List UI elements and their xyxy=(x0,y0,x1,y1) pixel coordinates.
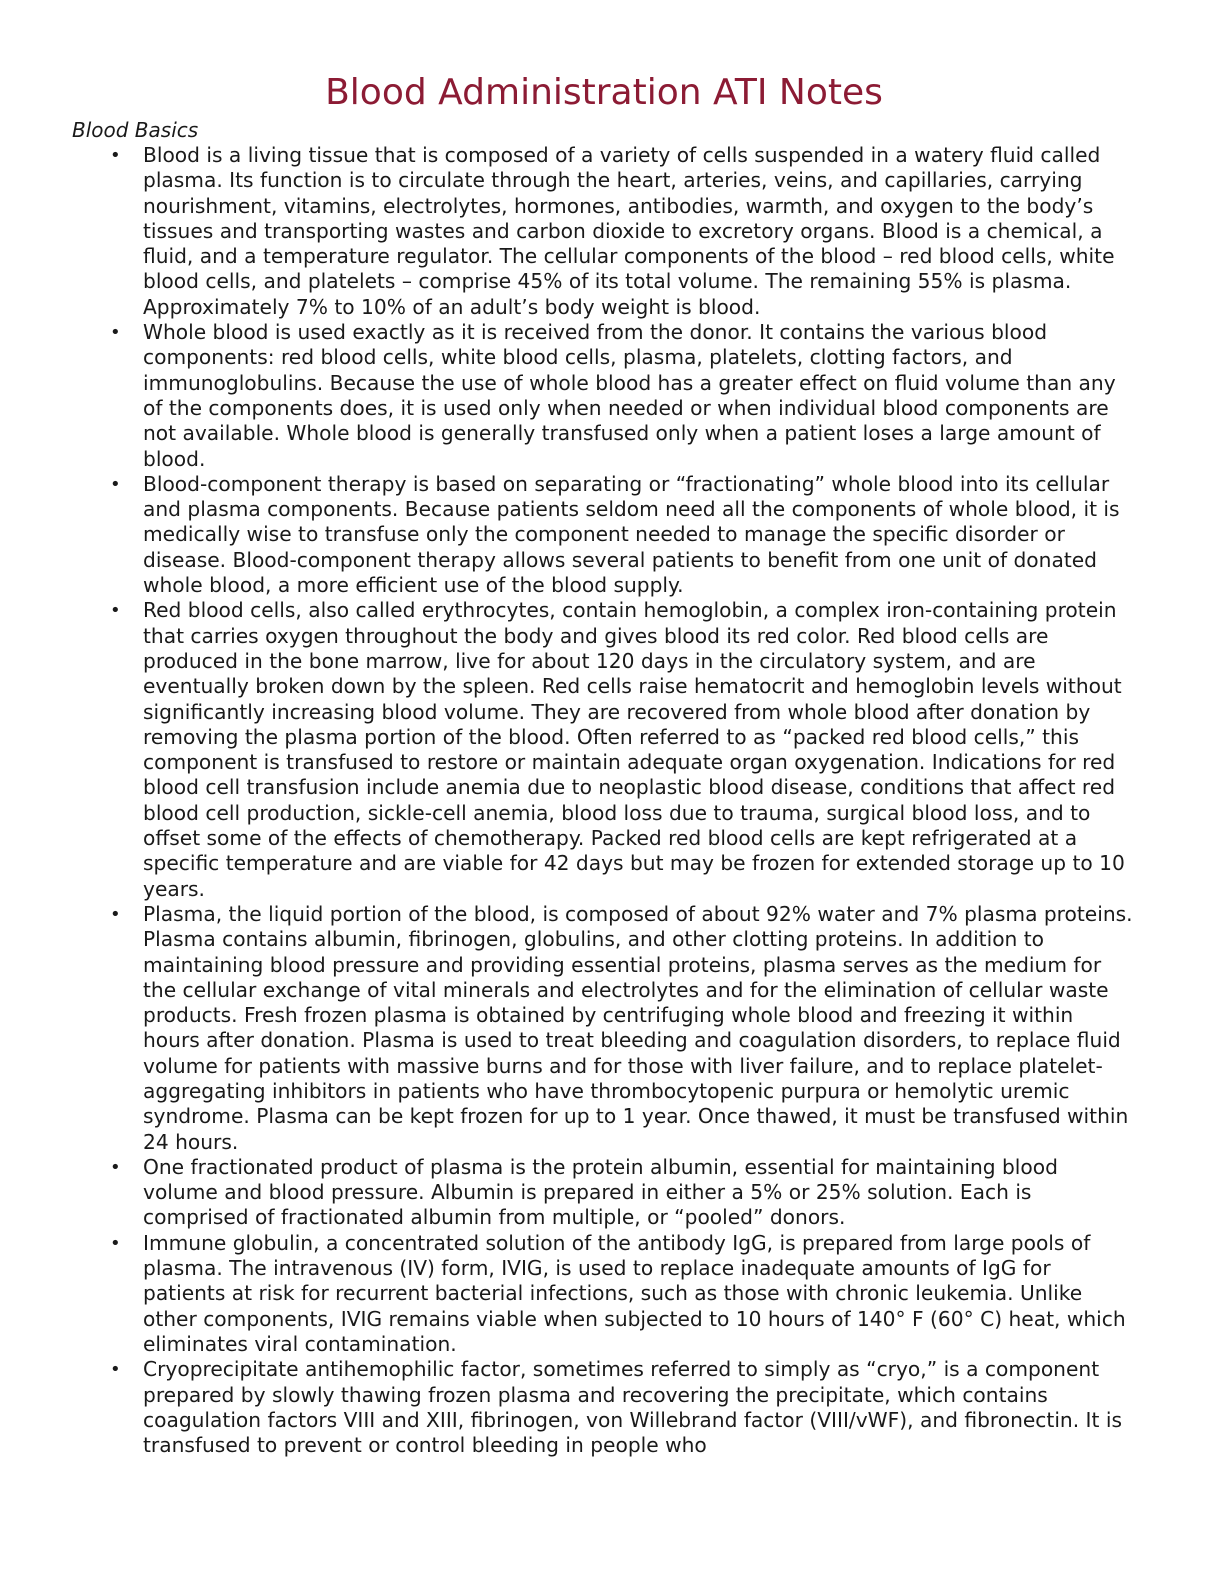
bullet-text: Cryoprecipitate antihemophilic factor, sometimes referred to simply as “cryo,” is a component prepared by slowly thawing frozen plasma and recovering the precipitate, which contains coagulation factors VIII and XIII, fibrinogen, von Willebrand factor (VIII/vWF), and fibronectin. It is transfused to prevent or control bleeding in people who xyxy=(143,1357,1122,1458)
bullet-text: Blood is a living tissue that is composed of a variety of cells suspended in a watery fluid called plasma. Its function is to circulate through the heart, arteries, veins, and capillaries, carrying nourishment, vitamins, electrolytes, hormones, antibodies, warmth, and oxygen to the body’s tissues and transporting wastes and carbon dioxide to excretory organs. Blood is a chemical, a fluid, and a temperature regulator. The cellular components of the blood – red blood cells, white blood cells, and platelets – comprise 45% of its total volume. The remaining 55% is plasma. Approximately 7% to 10% of an adult’s body weight is blood. xyxy=(143,143,1115,319)
document-title: Blood Administration ATI Notes xyxy=(325,72,883,113)
bullet-text: Plasma, the liquid portion of the blood, is composed of about 92% water and 7% plasma proteins. Plasma contains albumin, fibrinogen, globulins, and other clotting proteins. In addition to maintaining blood pressure and providing essential proteins, plasma serves as the medium for the cellular exchange of vital minerals and electrolytes and for the elimination of cellular waste products. Fresh frozen plasma is obtained by centrifuging whole blood and freezing it within hours after donation. Plasma is used to treat bleeding and coagulation disorders, to replace fluid volume for patients with massive burns and for those with liver failure, and to replace platelet-aggregating inhibitors in patients who have thrombocytopenic purpura or hemolytic uremic syndrome. Plasma can be kept frozen for up to 1 year. Once thawed, it must be transfused within 24 hours. xyxy=(143,901,1133,1154)
bullet-text: Red blood cells, also called erythrocytes, contain hemoglobin, a complex iron-containing protein that carries oxygen throughout the body and gives blood its red color. Red blood cells are produced in the bone marrow, live for about 120 days in the circulatory system, and are eventually broken down by the spleen. Red cells raise hematocrit and hemoglobin levels without significantly increasing blood volume. They are recovered from whole blood after donation by removing the plasma portion of the blood. Often referred to as “packed red blood cells,” this component is transfused to restore or maintain adequate organ oxygenation. Indications for red blood cell transfusion include anemia due to neoplastic blood disease, conditions that affect red blood cell production, sickle-cell anemia, blood loss due to trauma, surgical blood loss, and to offset some of the effects of chemotherapy. Packed red blood cells are kept refrigerated at a specific temperature and are viable for 42 days but may be frozen for extended storage up to 10 years. xyxy=(143,598,1125,901)
bullet-item xyxy=(72,902,1136,1155)
bullet-text: Whole blood is used exactly as it is received from the donor. It contains the various blood components: red blood cells, white blood cells, plasma, platelets, clotting factors, and immunoglobulins. Because the use of whole blood has a greater effect on fluid volume than any of the components does, it is used only when needed or when individual blood components are not available. Whole blood is generally transfused only when a patient loses a large amount of blood. xyxy=(143,320,1116,471)
bullet-list xyxy=(72,143,1136,1458)
bullet-icon: • xyxy=(110,1232,121,1254)
bullet-icon: • xyxy=(110,473,121,495)
bullet-icon: • xyxy=(110,322,121,344)
bullet-item xyxy=(72,598,1136,902)
bullet-text: One fractionated product of plasma is the protein albumin, essential for maintaining blood volume and blood pressure. Albumin is prepared in either a 5% or 25% solution. Each is comprised of fractionated albumin from multiple, or “pooled” donors. xyxy=(143,1154,1058,1230)
section-heading: Blood Basics xyxy=(72,118,199,142)
bullet-icon: • xyxy=(110,145,121,166)
bullet-icon: • xyxy=(110,1156,121,1178)
bullet-item xyxy=(72,1155,1136,1231)
bullet-text: Immune globulin, a concentrated solution of the antibody IgG, is prepared from large pools of plasma. The intravenous (IV) form, IVIG, is used to replace inadequate amounts of IgG for patients at risk for recurrent bacterial infections, such as those with chronic leukemia. Unlike other components, IVIG remains viable when subjected to 10 hours of 140° F (60° C) heat, which eliminates viral contamination. xyxy=(143,1230,1126,1356)
bullet-item xyxy=(72,1357,1136,1458)
bullet-item xyxy=(72,143,1136,320)
bullet-item xyxy=(72,320,1136,472)
bullet-icon: • xyxy=(110,600,121,622)
bullet-item xyxy=(72,1231,1136,1357)
bullet-icon: • xyxy=(110,1359,121,1381)
bullet-item xyxy=(72,472,1136,598)
bullet-text: Blood-component therapy is based on separating or “fractionating” whole blood into its cellular and plasma components. Because patients seldom need all the components of whole blood, it is medically wise to transfuse only the component needed to manage the specific disorder or disease. Blood-component therapy allows several patients to benefit from one unit of donated whole blood, a more efficient use of the blood supply. xyxy=(143,471,1120,598)
bullet-icon: • xyxy=(110,903,121,925)
